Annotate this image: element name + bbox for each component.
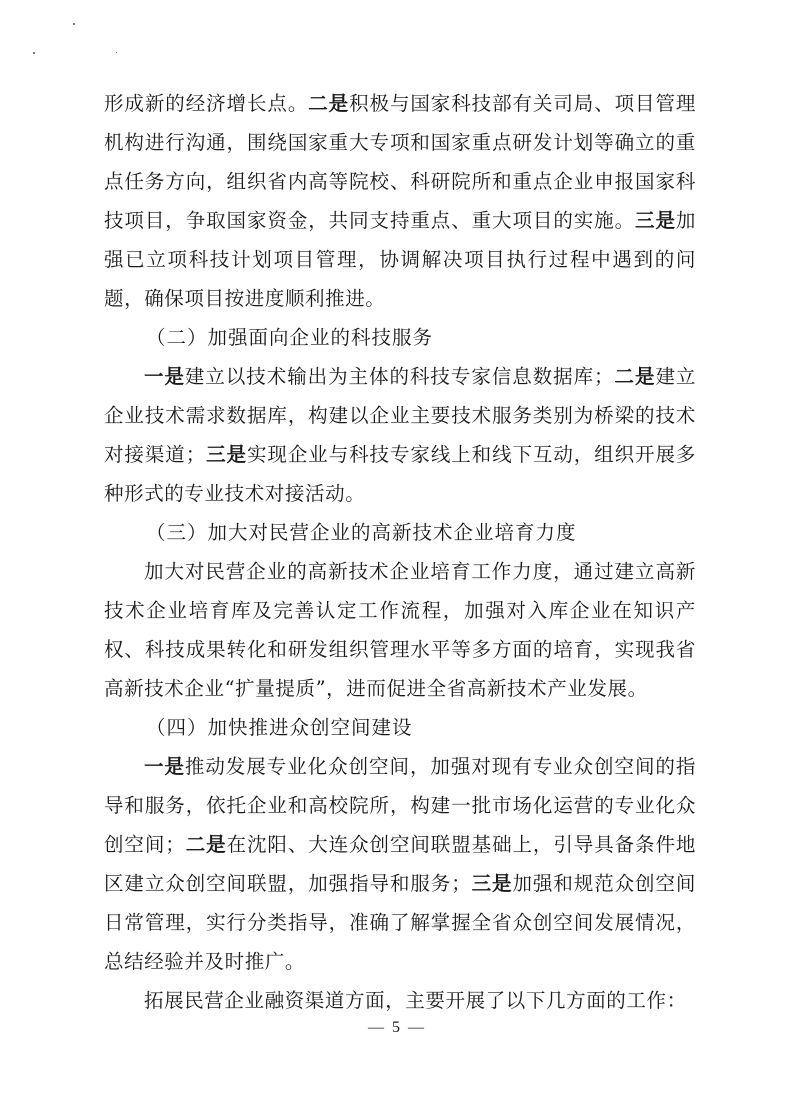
- paragraph-2: [104, 357, 696, 513]
- paragraph-7: [104, 981, 696, 1020]
- bold-lead-phrase: 三是: [471, 872, 513, 895]
- paragraph-text: 加大对民营企业的高新技术企业培育工作力度，通过建立高新技术企业培育库及完善认定工作流程，加强对入库企业在知识产权、科技成果转化和研发组织管理水平等多方面的培育，实现我省高新技术企业“扩量提质”，进而促进全省高新技术产业发展。: [104, 560, 696, 700]
- paragraph-0: [104, 84, 696, 318]
- paragraph-text: 积极与国家科技部有关司局、项目管理机构进行沟通，围绕国家重大专项和国家重点研发计划等确立的重点任务方向，组织省内高等院校、科研院所和重点企业申报国家科技项目，争取国家资金，共同支持重点、重大项目的实施。: [104, 92, 696, 232]
- section-heading-4: （四）加快推进众创空间建设: [146, 716, 413, 739]
- paragraph-4: [104, 552, 696, 708]
- paragraph-text: 建立企业技术需求数据库，构建以企业主要技术服务类别为桥梁的技术对接渠道；: [104, 365, 697, 466]
- paragraph-text: 建立以技术输出为主体的科技专家信息数据库；: [184, 365, 615, 388]
- document-body: [104, 84, 696, 1020]
- paragraph-text: 实现企业与科技专家线上和线下互动，组织开展多种形式的专业技术对接活动。: [104, 443, 697, 505]
- bold-lead-phrase: 一是: [144, 755, 185, 778]
- bold-lead-phrase: 二是: [308, 92, 350, 115]
- bold-lead-phrase: 一是: [144, 365, 185, 388]
- section-heading-2: （二）加强面向企业的科技服务: [146, 326, 434, 349]
- bold-lead-phrase: 二是: [185, 833, 227, 856]
- bold-lead-phrase: 三是: [635, 209, 676, 232]
- bold-lead-phrase: 三是: [205, 443, 247, 466]
- paragraph-text: 拓展民营企业融资渠道方面，主要开展了以下几方面的工作：: [144, 989, 687, 1012]
- section-heading-3: （三）加大对民营企业的高新技术企业培育力度: [146, 521, 577, 544]
- paragraph-text: 在沈阳、大连众创空间联盟基础上，引导具备条件地区建立众创空间联盟，加强指导和服务；: [104, 833, 696, 895]
- paragraph-text: 形成新的经济增长点。: [104, 92, 309, 115]
- paragraph-text: 加强已立项科技计划项目管理，协调解决项目执行过程中遇到的问题，确保项目按进度顺利推进。: [104, 209, 696, 310]
- page-number: — 5 —: [368, 1019, 426, 1036]
- paragraph-text: 加强和规范众创空间日常管理，实行分类指导，准确了解掌握全省众创空间发展情况，总结经验并及时推广。: [104, 872, 696, 973]
- bold-lead-phrase: 二是: [614, 365, 656, 388]
- paragraph-6: [104, 747, 696, 981]
- paragraph-text: 推动发展专业化众创空间，加强对现有专业众创空间的指导和服务，依托企业和高校院所，构建一批市场化运营的专业化众创空间；: [104, 755, 696, 856]
